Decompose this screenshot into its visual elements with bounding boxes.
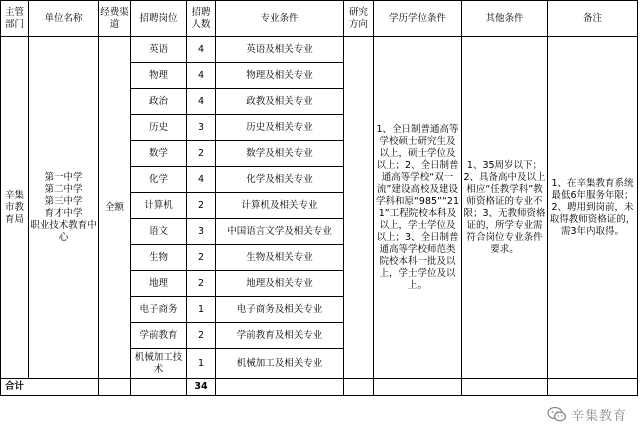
count-cell: 2 [187,323,216,349]
total-empty-cell [344,379,374,396]
total-empty-cell [216,379,344,396]
major-cell: 机械加工及相关专业 [216,349,344,379]
table-row [1,37,638,63]
header-unit: 单位名称 [29,1,99,37]
header-remark: 备注 [548,1,638,37]
position-cell: 数学 [131,141,187,167]
major-cell: 历史及相关专业 [216,115,344,141]
count-cell: 1 [187,349,216,379]
research-cell [344,37,374,379]
count-cell: 4 [187,37,216,63]
position-cell: 计算机 [131,193,187,219]
total-label: 合计 [1,379,99,396]
count-cell: 3 [187,219,216,245]
major-cell: 政教及相关专业 [216,89,344,115]
unit-text: 第一中学 第二中学 第三中学 育才中学 职业技术教育中心 [30,171,97,243]
header-other: 其他条件 [462,1,548,37]
position-cell: 电子商务 [131,297,187,323]
header-row [1,1,638,37]
degree-conditions-cell: 1、全日制普通高等学校硕士研究生及以上，硕士学位及以上；2、全日制普通高等学校“双一流”建设高校及建设学科和原“985”“211”工程院校本科及以上，学士学位及以上；3、全日制普通高等学校师范类院校本科一批及以上，学士学位及以上。 [374,37,462,379]
total-empty-cell [548,379,638,396]
position-cell: 历史 [131,115,187,141]
watermark-text: 辛集教育 [570,408,627,424]
header-research: 研究方向 [344,1,374,37]
header-degree: 学历学位条件 [374,1,462,37]
other-conditions-cell: 1、35周岁以下；2、具备高中及以上相应“任教学科”教师资格证的专业不限；3、无教师资格证的，所学专业需符合岗位专业条件要求。 [462,37,548,379]
watermark [544,403,630,425]
total-empty-cell [99,379,131,396]
major-cell: 数学及相关专业 [216,141,344,167]
header-count: 招聘人数 [187,1,216,37]
major-cell: 英语及相关专业 [216,37,344,63]
count-cell: 4 [187,89,216,115]
position-cell: 机械加工技术 [131,349,187,379]
major-cell: 电子商务及相关专业 [216,297,344,323]
position-cell: 地理 [131,271,187,297]
unit-cell [29,37,99,379]
total-row [1,379,638,396]
total-empty-cell [462,379,548,396]
total-empty-cell [374,379,462,396]
major-cell: 中国语言文学及相关专业 [216,219,344,245]
wechat-icon [547,406,567,423]
count-cell: 2 [187,193,216,219]
department-cell: 辛集市教育局 [1,37,29,379]
position-cell: 生物 [131,245,187,271]
remark-cell: 1、在辛集教育系统最低6年服务年限；2、聘用到岗前，未取得教师资格证的，需3年内取得。 [548,37,638,379]
header-funding: 经费渠道 [99,1,131,37]
header-position: 招聘岗位 [131,1,187,37]
position-cell: 物理 [131,63,187,89]
position-cell: 政治 [131,89,187,115]
major-cell: 学前教育及相关专业 [216,323,344,349]
count-cell: 4 [187,63,216,89]
count-cell: 1 [187,297,216,323]
major-cell: 地理及相关专业 [216,271,344,297]
major-cell: 化学及相关专业 [216,167,344,193]
count-cell: 3 [187,115,216,141]
count-cell: 2 [187,141,216,167]
header-dept: 主管部门 [1,1,29,37]
major-cell: 计算机及相关专业 [216,193,344,219]
position-cell: 学前教育 [131,323,187,349]
major-cell: 生物及相关专业 [216,245,344,271]
count-cell: 4 [187,167,216,193]
position-cell: 英语 [131,37,187,63]
position-cell: 语文 [131,219,187,245]
header-major: 专业条件 [216,1,344,37]
count-cell: 2 [187,271,216,297]
major-cell: 物理及相关专业 [216,63,344,89]
funding-cell: 全额 [99,37,131,379]
total-empty-cell [131,379,187,396]
total-count: 34 [187,379,216,396]
count-cell: 2 [187,245,216,271]
position-cell: 化学 [131,167,187,193]
